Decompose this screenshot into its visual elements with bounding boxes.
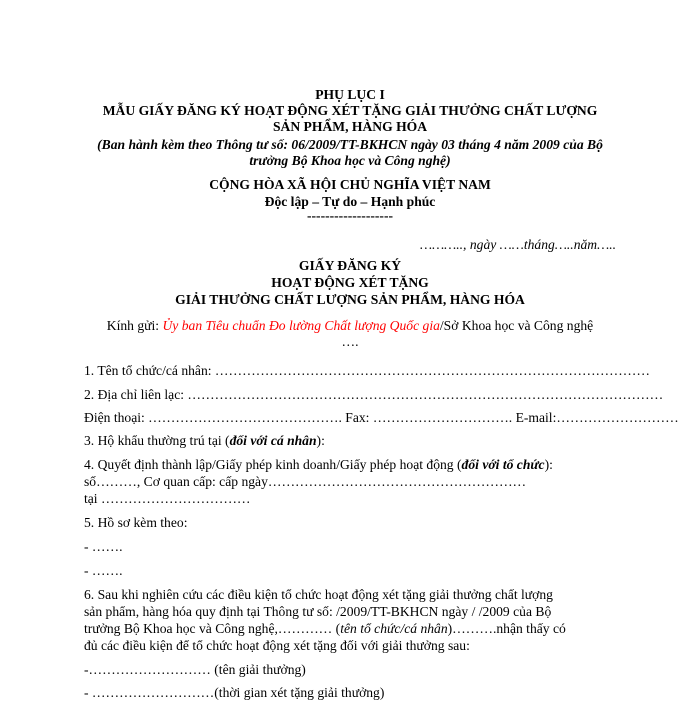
recipient-prefix: Kính gửi: xyxy=(106,318,163,333)
form-title-line3: GIẢI THƯỞNG CHẤT LƯỢNG SẢN PHẨM, HÀNG HÓA xyxy=(175,292,525,307)
appendix-label: PHỤ LỤC I xyxy=(315,87,385,102)
document-title-line1: MẪU GIẤY ĐĂNG KÝ HOẠT ĐỘNG XÉT TẶNG GIẢI THƯỞNG CHẤT LƯỢNG xyxy=(102,103,598,118)
section6-line4: đủ các điều kiện để tổ chức hoạt động xét tặng đối với giải thưởng sau: xyxy=(84,638,470,653)
section6-line2: sản phẩm, hàng hóa quy định tại Thông tư số: /2009/TT-BKHCN ngày / /2009 của Bộ xyxy=(84,604,552,619)
award-period-item: - ………………………(thời gian xét tặng giải thưởng) xyxy=(84,685,385,700)
field-license: 4. Quyết định thành lập/Giấy phép kinh doanh/Giấy phép hoạt động (đối với tổ chức): xyxy=(84,457,553,472)
field-license-line2: số………, Cơ quan cấp: cấp ngày………………………………………………… xyxy=(84,474,527,489)
field-attachments: 5. Hồ sơ kèm theo: xyxy=(84,515,188,530)
attachment-item: - ……. xyxy=(84,563,123,578)
award-name-item: -……………………… (tên giải thưởng) xyxy=(84,662,306,677)
date-line: ……….., ngày ……tháng…..năm….. xyxy=(420,237,616,252)
national-name: CỘNG HÒA XÃ HỘI CHỦ NGHĨA VIỆT NAM xyxy=(209,177,491,192)
issuance-note-line2: trưởng Bộ Khoa học và Công nghệ) xyxy=(249,153,451,168)
document-title-line2: SẢN PHẨM, HÀNG HÓA xyxy=(272,119,428,134)
issuance-note-line1: (Ban hành kèm theo Thông tư số: 06/2009/TT-BKHCN ngày 03 tháng 4 năm 2009 của Bộ xyxy=(97,137,603,152)
motto-divider: ------------------- xyxy=(306,208,393,223)
section6-line1: 6. Sau khi nghiên cứu các điều kiện tổ chức hoạt động xét tặng giải thưởng chất lượng xyxy=(84,587,553,602)
national-motto: Độc lập – Tự do – Hạnh phúc xyxy=(264,194,436,209)
field-residence: 3. Hộ khẩu thường trú tại (đối với cá nhân): xyxy=(84,433,325,448)
attachment-item: - ……. xyxy=(84,539,123,554)
field-license-line3: tại …………………………… xyxy=(84,491,251,506)
field-organization-name: 1. Tên tổ chức/cá nhân: …………………………………………………………………………………… xyxy=(84,363,650,378)
field-contact-address: 2. Địa chỉ liên lạc: …………………………………………………………………………………………… xyxy=(84,387,664,402)
recipient-line2: …. xyxy=(341,334,359,349)
section6-line3: trưởng Bộ Khoa học và Công nghệ,………… (tên tổ chức/cá nhân)……….nhận thấy có xyxy=(84,621,566,636)
recipient-suffix: /Sở Khoa học và Công nghệ xyxy=(439,318,594,333)
form-title-line1: GIẤY ĐĂNG KÝ xyxy=(298,258,402,273)
form-title-line2: HOẠT ĐỘNG XÉT TẶNG xyxy=(271,275,429,290)
recipient-agency: Ủy ban Tiêu chuẩn Đo lường Chất lượng Quốc gia xyxy=(162,318,440,333)
field-phone-fax-email: Điện thoại: ……………………………………. Fax: …………………………. E-mail:……………………… xyxy=(84,410,679,425)
recipient-line xyxy=(0,317,700,334)
